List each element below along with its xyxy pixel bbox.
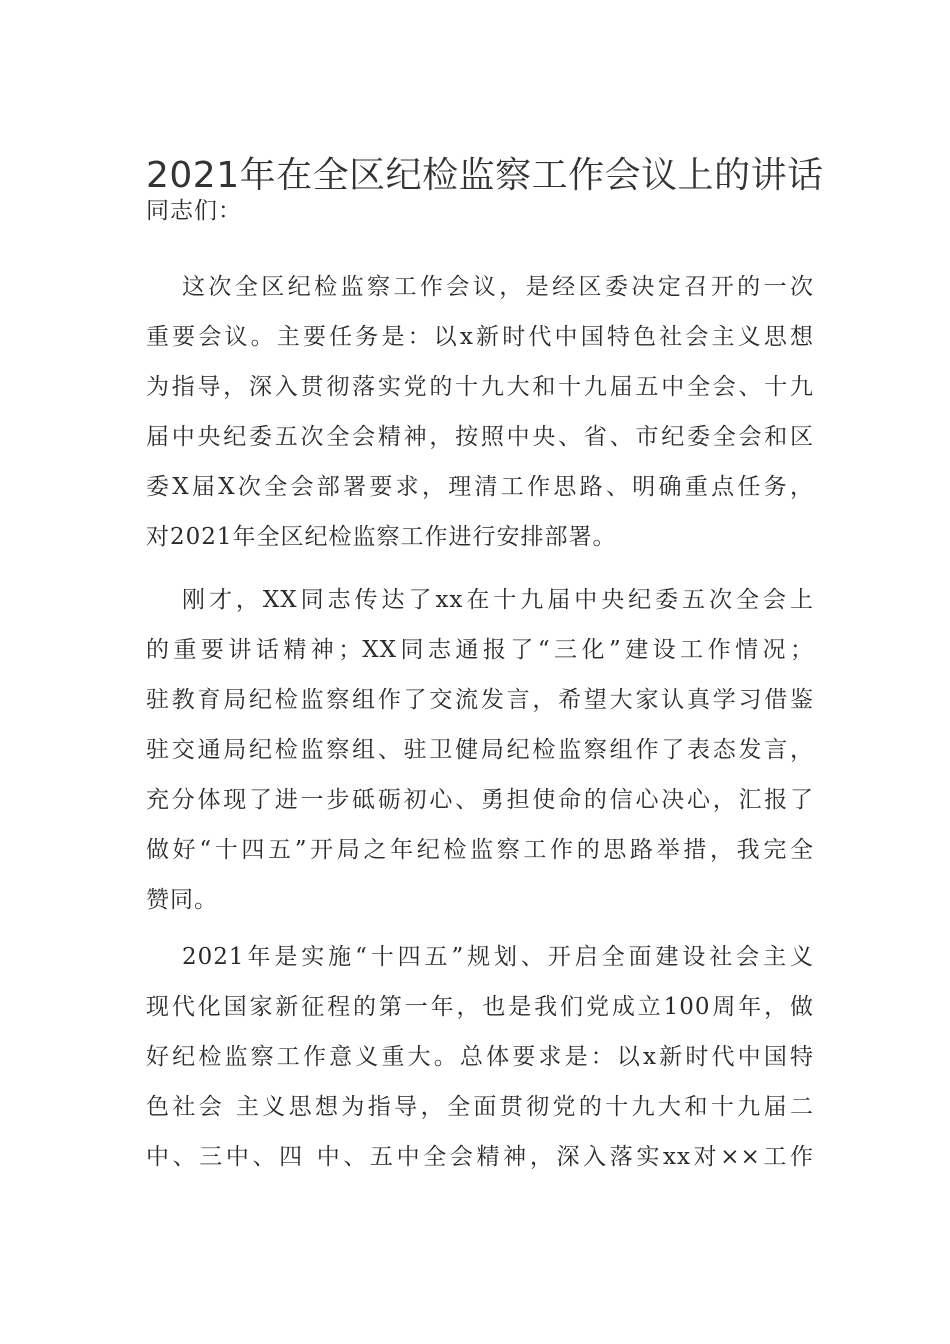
paragraph-line: 色社会 主义思想为指导，全面贯彻党的十九大和十九届二	[146, 1094, 814, 1120]
paragraph-line: 驻教育局纪检监察组作了交流发言，希望大家认真学习借鉴	[146, 687, 814, 713]
paragraph-line: 充分体现了进一步砥砺初心、勇担使命的信心决心，汇报了	[146, 787, 814, 813]
paragraph-line: 刚才，XX同志传达了xx在十九届中央纪委五次全会上	[182, 587, 814, 613]
paragraph-line: 对2021年全区纪检监察工作进行安排部署。	[146, 524, 617, 550]
paragraph-line: 这次全区纪检监察工作会议，是经区委决定召开的一次	[182, 274, 814, 300]
paragraph-1	[146, 262, 814, 562]
paragraph-line: 届中央纪委五次全会精神，按照中央、省、市纪委全会和区	[146, 424, 814, 450]
paragraph-line: 做好“十四五”开局之年纪检监察工作的思路举措，我完全	[146, 837, 814, 863]
paragraph-line: 好纪检监察工作意义重大。总体要求是：以x新时代中国特	[146, 1044, 814, 1070]
paragraph-line: 重要会议。主要任务是：以x新时代中国特色社会主义思想	[146, 324, 814, 350]
paragraph-line: 赞同。	[146, 887, 218, 913]
paragraph-3	[146, 932, 814, 1182]
paragraph-line: 中、三中、四 中、五中全会精神，深入落实xx对××工作	[146, 1144, 814, 1170]
paragraph-2	[146, 575, 814, 925]
paragraph-line: 驻交通局纪检监察组、驻卫健局纪检监察组作了表态发言，	[146, 737, 814, 763]
salutation	[146, 186, 814, 236]
paragraph-line: 现代化国家新征程的第一年，也是我们党成立100周年，做	[146, 994, 814, 1020]
paragraph-line: 为指导，深入贯彻落实党的十九大和十九届五中全会、十九	[146, 374, 814, 400]
paragraph-line: 2021年是实施“十四五”规划、开启全面建设社会主义	[182, 944, 814, 970]
document-title: 2021年在全区纪检监察工作会议上的讲话	[146, 155, 824, 196]
salutation-text: 同志们：	[146, 198, 242, 224]
paragraph-line: 的重要讲话精神；XX同志通报了“三化”建设工作情况；	[146, 637, 814, 663]
paragraph-line: 委X届X次全会部署要求，理清工作思路、明确重点任务，	[146, 474, 814, 500]
